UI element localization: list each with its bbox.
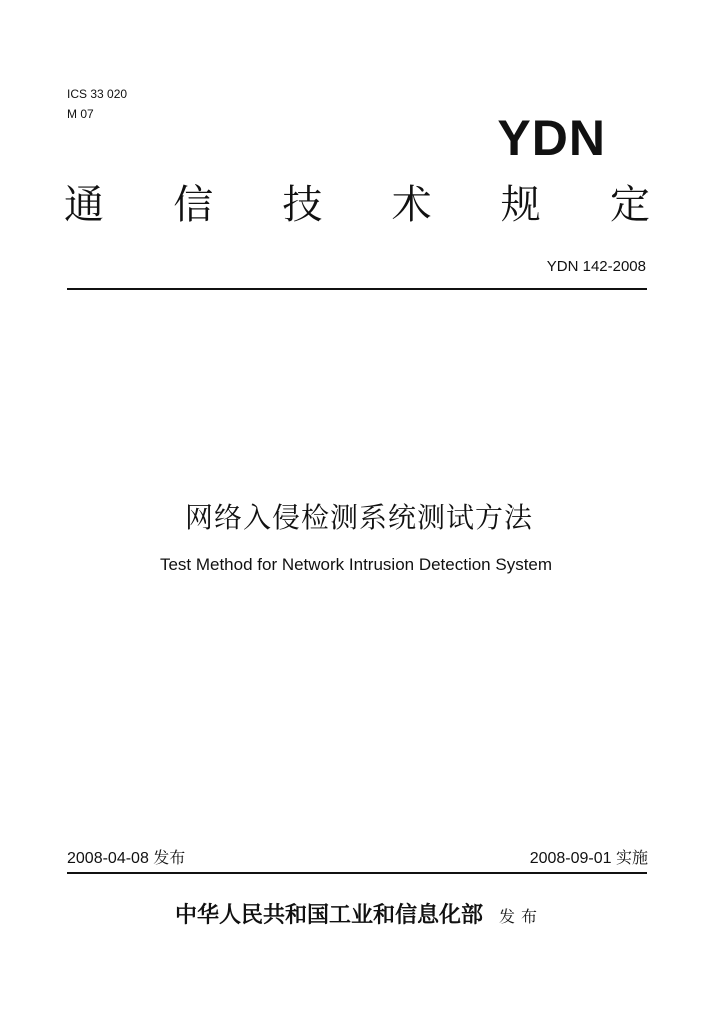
category-char: 通 bbox=[64, 182, 104, 228]
ics-code: ICS 33 020 bbox=[67, 87, 128, 101]
standard-category-heading bbox=[64, 180, 650, 230]
category-char: 定 bbox=[609, 182, 650, 228]
top-divider bbox=[67, 288, 647, 290]
category-char: 术 bbox=[391, 182, 432, 228]
implementation-date: 2008-09-01 实施 bbox=[529, 850, 648, 867]
standard-number: YDN 142-2008 bbox=[546, 258, 646, 275]
bottom-divider bbox=[67, 872, 647, 874]
ccs-code: M 07 bbox=[67, 107, 94, 121]
category-char: 规 bbox=[500, 182, 541, 228]
document-title-english: Test Method for Network Intrusion Detection System bbox=[159, 555, 553, 574]
standard-brand-logo: YDN bbox=[497, 110, 606, 166]
issue-date: 2008-04-08 发布 bbox=[67, 850, 186, 867]
publish-label: 发布 bbox=[499, 907, 544, 926]
category-char: 技 bbox=[282, 182, 323, 228]
publisher-line bbox=[0, 900, 718, 932]
category-char: 信 bbox=[173, 182, 214, 228]
publisher-name: 中华人民共和国工业和信息化部 bbox=[174, 902, 483, 928]
document-title-chinese: 网络入侵检测系统测试方法 bbox=[184, 501, 533, 534]
